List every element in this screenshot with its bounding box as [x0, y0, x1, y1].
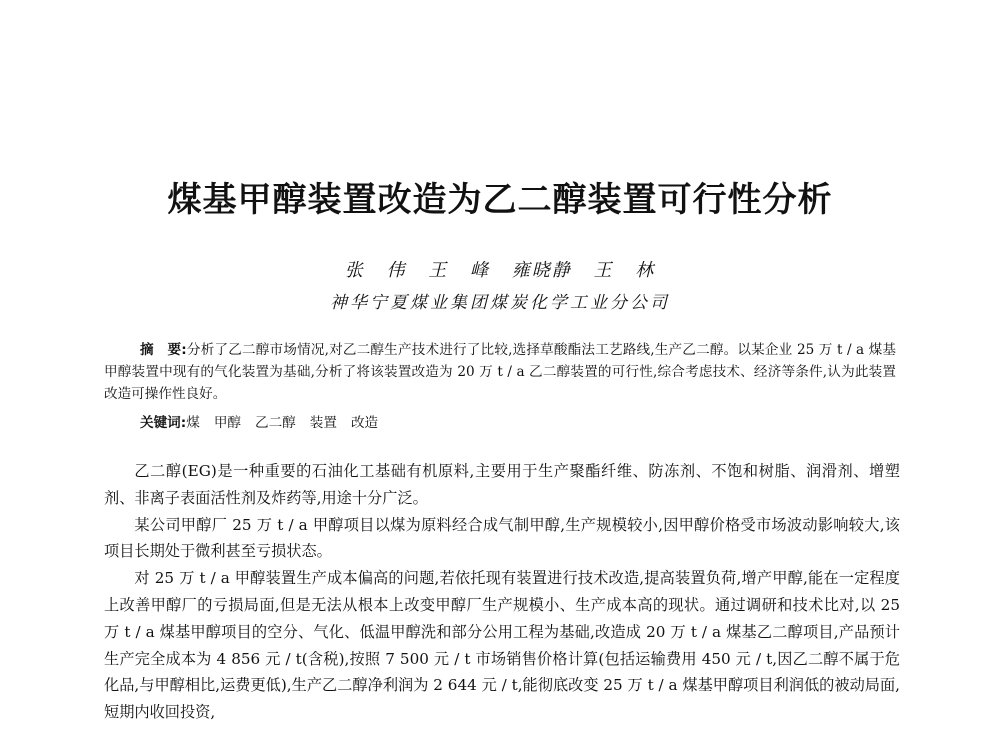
- body-paragraph: 对 25 万 t / a 甲醇装置生产成本偏高的问题,若依托现有装置进行技术改造,提高装置负荷,增产甲醇,能在一定程度上改善甲醇厂的亏损局面,但是无法从根本上改变甲醇厂生产规模小、生产成本高的现状。通过调研和技术比对,以 25 万 t / a 煤基甲醇项目的空分、气化、低温甲醇洗和部分公用工程为基础,改造成 20 万 t / a 煤基乙二醇项目,产品预计生产完全成本为 4 856 元 / t(含税),按照 7 500 元 / t 市场销售价格计算(包括运输费用 450 元 / t,因乙二醇不属于危化品,与甲醇相比,运费更低),生产乙二醇净利润为 2 644 元 / t,能彻底改变 25 万 t / a 煤基甲醇项目利润低的被动局面,短期内收回投资,: [104, 569, 900, 722]
- abstract-label: 摘 要:: [140, 342, 187, 358]
- author-name: 王 峰: [428, 260, 490, 281]
- author-affiliation: 神华宁夏煤业集团煤炭化学工业分公司: [330, 293, 670, 313]
- body-paragraph: 乙二醇(EG)是一种重要的石油化工基础有机原料,主要用于生产聚酯纤维、防冻剂、不饱和树脂、润滑剂、增塑剂、非离子表面活性剂及炸药等,用途十分广泛。: [104, 462, 900, 507]
- author-name: 张 伟: [344, 260, 407, 281]
- keywords: [140, 412, 896, 434]
- author-name: 雍晓静: [511, 260, 572, 281]
- keyword: 煤: [186, 415, 200, 431]
- abstract: [104, 339, 896, 405]
- keyword: 装置: [309, 415, 337, 431]
- paper-title: 煤基甲醇装置改造为乙二醇装置可行性分析: [167, 180, 833, 220]
- keyword: 甲醇: [213, 415, 241, 431]
- author-name: 王 林: [593, 260, 656, 281]
- keyword: 乙二醇: [255, 415, 296, 431]
- author-list: [0, 256, 1000, 282]
- body-text: [104, 458, 900, 726]
- keyword: 改造: [350, 415, 379, 431]
- keywords-label: 关键词:: [140, 415, 187, 431]
- abstract-text: 分析了乙二醇市场情况,对乙二醇生产技术进行了比较,选择草酸酯法工艺路线,生产乙二醇。以某企业 25 万 t / a 煤基甲醇装置中现有的气化装置为基础,分析了将该装置改造为 20 万 t / a 乙二醇装置的可行性,综合考虑技术、经济等条件,认为此装置改造可操作性良好。: [104, 342, 896, 402]
- body-paragraph: 某公司甲醇厂 25 万 t / a 甲醇项目以煤为原料经合成气制甲醇,生产规模较小,因甲醇价格受市场波动影响较大,该项目长期处于微利甚至亏损状态。: [104, 515, 900, 561]
